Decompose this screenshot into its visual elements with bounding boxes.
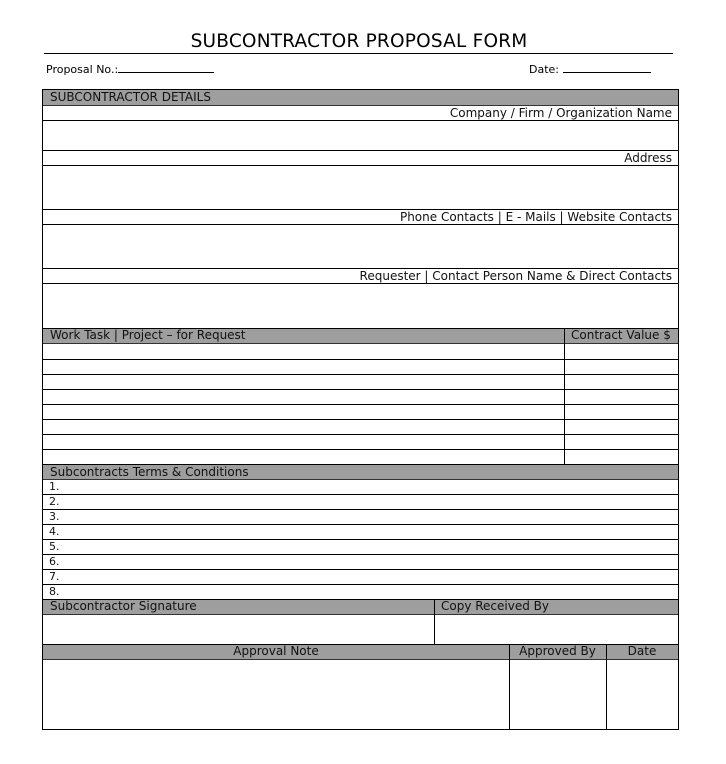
title-underline: [44, 53, 673, 54]
table-row-line: [43, 359, 678, 360]
address-label: Address: [624, 151, 672, 165]
date-field[interactable]: [563, 60, 651, 73]
contacts-field[interactable]: [43, 225, 678, 268]
term-item: 4.: [49, 525, 60, 538]
term-line: [43, 584, 678, 585]
term-line: [43, 524, 678, 525]
approval-date-header: Date: [627, 644, 657, 658]
term-item: 3.: [49, 510, 60, 523]
work-task-row[interactable]: [43, 344, 564, 359]
approval-date-field[interactable]: [607, 660, 678, 729]
term-item: 7.: [49, 570, 60, 583]
term-line: [43, 509, 678, 510]
term-item: 2.: [49, 495, 60, 508]
proposal-number-field[interactable]: [118, 60, 214, 73]
subcontractor-signature-label: Subcontractor Signature: [50, 599, 197, 613]
date-label: Date:: [529, 63, 559, 76]
contract-value-cell[interactable]: [565, 344, 678, 359]
page-title: SUBCONTRACTOR PROPOSAL FORM: [190, 31, 528, 52]
table-row-line: [43, 404, 678, 405]
term-line: [43, 569, 678, 570]
approved-by-header: Approved By: [519, 644, 596, 658]
requester-field[interactable]: [43, 284, 678, 327]
proposal-form: [42, 89, 679, 730]
term-line: [43, 494, 678, 495]
copy-received-field[interactable]: [435, 615, 678, 644]
term-line: [43, 539, 678, 540]
proposal-number-label: Proposal No.:: [46, 63, 119, 76]
date-entry: [529, 60, 651, 76]
approval-note-header: Approval Note: [233, 644, 319, 658]
company-name-field[interactable]: [43, 121, 678, 150]
contract-value-header: Contract Value $: [571, 328, 671, 342]
approval-note-field[interactable]: [43, 660, 509, 729]
approved-by-field[interactable]: [510, 660, 606, 729]
copy-received-label: Copy Received By: [441, 599, 549, 613]
term-item: 6.: [49, 555, 60, 568]
subcontractor-details-header: SUBCONTRACTOR DETAILS: [43, 90, 678, 106]
divider: [43, 150, 678, 151]
company-name-label: Company / Firm / Organization Name: [449, 106, 672, 120]
address-field[interactable]: [43, 166, 678, 209]
proposal-number: [46, 60, 214, 76]
term-item: 1.: [49, 480, 60, 493]
table-row-line: [43, 389, 678, 390]
terms-header: Subcontracts Terms & Conditions: [43, 464, 678, 480]
term-line: [43, 554, 678, 555]
table-row-line: [43, 419, 678, 420]
term-item: 8.: [49, 585, 60, 598]
table-row-line: [43, 449, 678, 450]
subcontractor-signature-field[interactable]: [43, 615, 434, 644]
work-task-header: Work Task | Project – for Request: [50, 328, 246, 342]
contacts-label: Phone Contacts | E - Mails | Website Contacts: [399, 210, 672, 224]
table-row-line: [43, 434, 678, 435]
term-item: 5.: [49, 540, 60, 553]
table-row-line: [43, 374, 678, 375]
requester-label: Requester | Contact Person Name & Direct Contacts: [359, 269, 672, 283]
